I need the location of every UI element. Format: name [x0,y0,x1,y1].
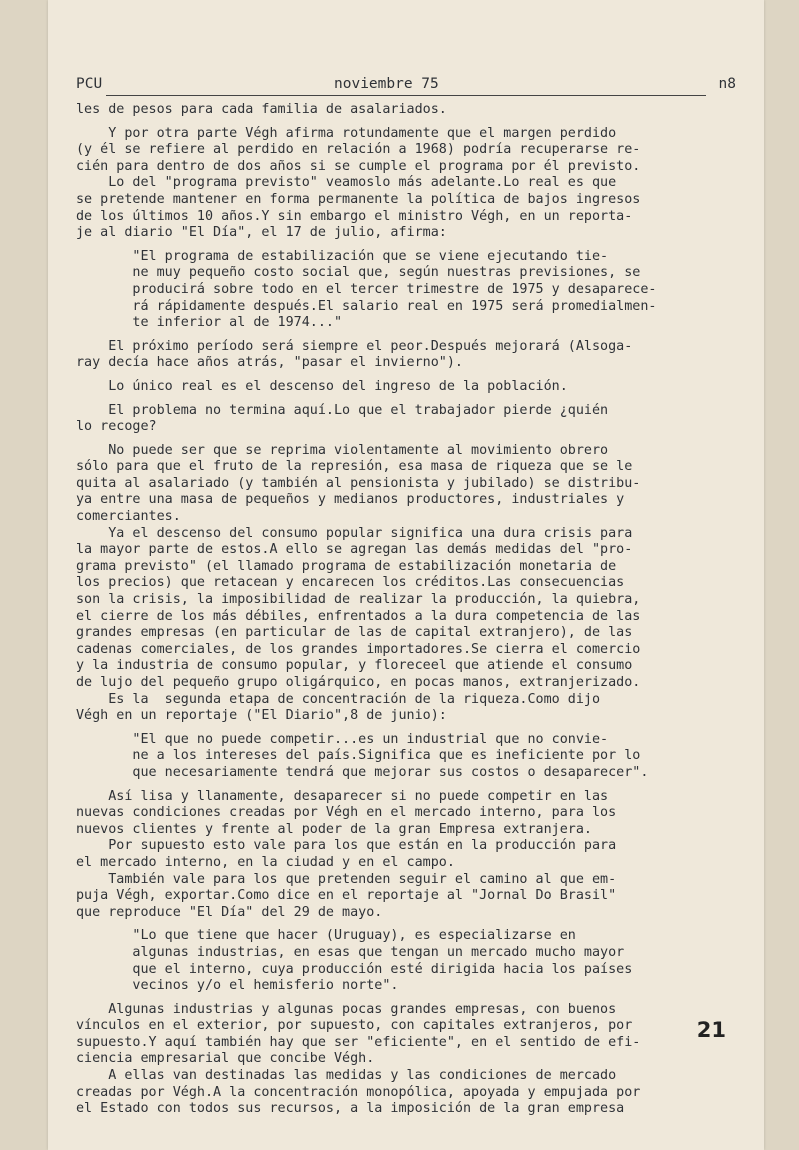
text-line: comerciantes. [76,509,181,525]
text-line: vínculos en el exterior, por supuesto, con capitales extranjeros, por [76,1018,633,1034]
text-line: "El programa de estabilización que se viene ejecutando tie- [76,248,609,264]
text-line: rá rápidamente después.El salario real en 1975 será promedialmen- [76,298,657,314]
paragraph [76,102,748,119]
text-line: el cierre de los más débiles, enfrentados a la dura competencia de las [76,608,641,624]
text-line: ray decía hace años atrás, "pasar el invierno"). [76,355,463,371]
text-line: se pretende mantener en forma permanente la política de bajos ingresos [76,191,641,207]
text-line: ya entre una masa de pequeños y medianos productores, industriales y [76,492,625,508]
text-line: sólo para que el fruto de la represión, esa masa de riqueza que se le [76,459,633,475]
paragraph [76,403,748,436]
header-date: noviembre 75 [334,76,439,92]
text-line: Algunas industrias y algunas pocas grandes empresas, con buenos [76,1001,617,1017]
text-line: los precios) que retacean y encarecen los créditos.Las consecuencias [76,575,625,591]
text-line: el Estado con todos sus recursos, a la imposición de la gran empresa [76,1101,625,1117]
text-line: ne a los intereses del país.Significa que es ineficiente por lo [76,748,641,764]
text-line: puja Végh, exportar.Como dice en el reportaje al "Jornal Do Brasil" [76,888,617,904]
text-line: nuevas condiciones creadas por Végh en el mercado interno, para los [76,805,617,821]
text-line: El próximo período será siempre el peor.Después mejorará (Alsoga- [76,338,633,354]
text-line: cién para dentro de dos años si se cumple el programa por él previsto. [76,158,641,174]
text-line: No puede ser que se reprima violentamente al movimiento obrero [76,442,609,458]
header-rule [106,95,706,96]
paragraph-gap [76,119,748,126]
text-line: También vale para los que pretenden seguir el camino al que em- [76,871,617,887]
text-line: Por supuesto esto vale para los que están en la producción para [76,838,617,854]
paragraph-gap [76,782,748,789]
text-line: Lo del "programa previsto" veamoslo más adelante.Lo real es que [76,175,617,191]
text-line: cadenas comerciales, de los grandes importadores.Se cierra el comercio [76,641,641,657]
header-left: PCU [76,76,103,92]
text-line: que reproduce "El Día" del 29 de mayo. [76,904,383,920]
paragraph-gap [76,242,748,249]
paragraph [76,732,748,782]
paragraph [76,1002,748,1118]
text-line: El problema no termina aquí.Lo que el trabajador pierde ¿quién [76,402,609,418]
text-line: la mayor parte de estos.A ello se agregan las demás medidas del "pro- [76,542,633,558]
text-line: te inferior al de 1974..." [76,315,343,331]
text-line: "Lo que tiene que hacer (Uruguay), es especializarse en [76,928,576,944]
text-line: creadas por Végh.A la concentración monopólica, apoyada y empujada por [76,1084,641,1100]
paragraph-gap [76,436,748,443]
paragraph [76,443,748,725]
text-line: vecinos y/o el hemisferio norte". [76,978,399,994]
text-line: A ellas van destinadas las medidas y las condiciones de mercado [76,1068,617,1084]
document-page [48,0,764,1150]
text-line: que necesariamente tendrá que mejorar sus costos o desaparecer". [76,764,649,780]
paragraph-gap [76,332,748,339]
text-line: y la industria de consumo popular, y floreceel que atiende el consumo [76,658,633,674]
text-line: que el interno, cuya producción esté dirigida hacia los países [76,961,633,977]
paragraph-gap [76,372,748,379]
paragraph [76,789,748,922]
header-issue: n8 [718,76,736,92]
text-line: de los últimos 10 años.Y sin embargo el ministro Végh, en un reporta- [76,208,633,224]
text-line: nuevos clientes y frente al poder de la gran Empresa extranjera. [76,821,592,837]
paragraph [76,379,748,396]
text-line: les de pesos para cada familia de asalariados. [76,102,447,117]
text-line: Así lisa y llanamente, desaparecer si no puede competir en las [76,788,609,804]
text-line: grama previsto" (el llamado programa de estabilización monetaria de [76,558,617,574]
text-line: supuesto.Y aquí también hay que ser "eficiente", en el sentido de efi- [76,1034,641,1050]
text-line: producirá sobre todo en el tercer trimestre de 1975 y desaparece- [76,281,657,297]
text-line: je al diario "El Día", el 17 de julio, afirma: [76,225,447,241]
document-body [76,102,748,1118]
text-line: Es la segunda etapa de concentración de la riqueza.Como dijo [76,691,601,707]
text-line: "El que no puede competir...es un industrial que no convie- [76,731,609,747]
text-line: quita al asalariado (y también al pensionista y jubilado) se distribu- [76,475,641,491]
text-line: grandes empresas (en particular de las de capital extranjero), de las [76,625,633,641]
paragraph [76,126,748,242]
text-line: son la crisis, la imposibilidad de realizar la producción, la quiebra, [76,592,641,608]
text-line: de lujo del pequeño grupo oligárquico, en pocas manos, extranjerizado. [76,675,641,690]
text-line: el mercado interno, en la ciudad y en el campo. [76,854,455,870]
page-header [76,76,736,96]
paragraph-gap [76,725,748,732]
paragraph-gap [76,396,748,403]
text-line: Y por otra parte Végh afirma rotundamente que el margen perdido [76,125,617,141]
paragraph-gap [76,921,748,928]
text-line: (y él se refiere al perdido en relación a 1968) podría recuperarse re- [76,142,641,158]
text-line: algunas industrias, en esas que tengan un mercado mucho mayor [76,944,625,960]
text-line: lo recoge? [76,419,157,435]
paragraph [76,928,748,994]
text-line: ciencia empresarial que concibe Végh. [76,1051,375,1067]
text-line: Ya el descenso del consumo popular significa una dura crisis para [76,525,633,541]
paragraph [76,339,748,372]
page-number: 21 [696,1018,726,1042]
paragraph-gap [76,995,748,1002]
paragraph [76,249,748,332]
text-line: Végh en un reportaje ("El Diario",8 de junio): [76,708,447,724]
text-line: ne muy pequeño costo social que, según nuestras previsiones, se [76,265,641,281]
text-line: Lo único real es el descenso del ingreso de la población. [76,378,568,394]
